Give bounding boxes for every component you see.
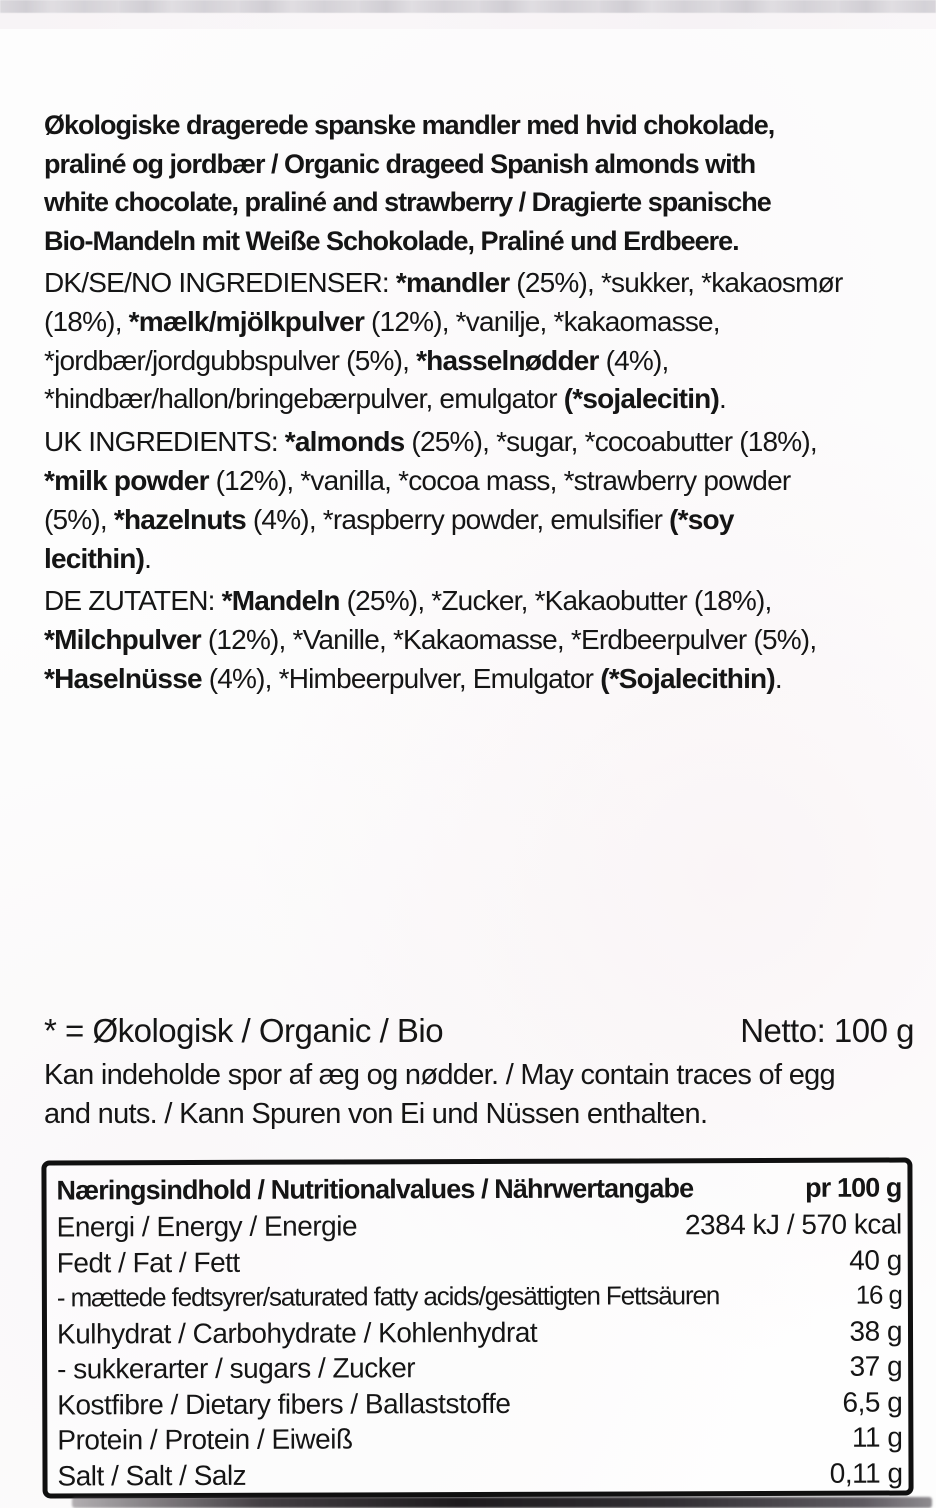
nutrition-row-value: 6,5 g <box>842 1386 903 1418</box>
nutrition-row-label: - sukkerarter / sugars / Zucker <box>57 1352 416 1385</box>
nutrition-table-header <box>56 1169 901 1210</box>
allergen-traces-note: Kan indeholde spor af æg og nødder. / May contain traces of egg and nuts. / Kann Spuren von Ei und Nüssen enthalten. <box>44 1059 835 1130</box>
ingredients-dk-se-no: DK/SE/NO INGREDIENSER: *mandler (25%), *sukker, *kakaosmør (18%), *mælk/mjölkpulver (12%), *vanilje, *kakaomasse, *jordbær/jordgubbspulver (5%), *hasselnødder (4%), *hindbær/hallon/bringebærpulver, emulgator (*sojalecitin). <box>44 267 843 415</box>
nutrition-rows <box>57 1207 903 1494</box>
nutrition-row <box>57 1207 902 1245</box>
nutrition-row-label: Salt / Salt / Salz <box>57 1459 247 1491</box>
nutrition-row <box>57 1349 902 1387</box>
net-weight: Netto: 100 g <box>740 1012 914 1049</box>
nutrition-table <box>41 1157 913 1498</box>
nutrition-row-value: 2384 kJ / 570 kcal <box>684 1208 902 1241</box>
nutrition-row-value: 40 g <box>849 1244 902 1276</box>
nutrition-row <box>57 1384 902 1422</box>
nutrition-row-value: 11 g <box>851 1421 903 1453</box>
nutrition-row <box>57 1242 902 1280</box>
nutrition-row <box>57 1278 902 1316</box>
legend-row <box>44 1012 914 1050</box>
organic-asterisk-note: * = Økologisk / Organic / Bio <box>44 1012 444 1049</box>
nutrition-row <box>57 1455 902 1493</box>
nutrition-row-label: Kostfibre / Dietary fibers / Ballaststoffe <box>57 1387 511 1420</box>
nutrition-row-label: Kulhydrat / Carbohydrate / Kohlenhydrat <box>56 1316 538 1349</box>
ingredients-de: DE ZUTATEN: *Mandeln (25%), *Zucker, *Kakaobutter (18%), *Milchpulver (12%), *Vanille, *Kakaomasse, *Erdbeerpulver (5%), *Haselnüsse (4%), *Himbeerpulver, Emulgator (*Sojalecithin). <box>44 585 817 694</box>
nutrition-row-value: 38 g <box>849 1315 903 1347</box>
nutrition-row-label: - mættede fedtsyrer/saturated fatty acids/gesättigten Fettsäuren <box>56 1280 720 1313</box>
label-text-column <box>44 106 906 703</box>
nutrition-row-label: Protein / Protein / Eiweiß <box>57 1423 353 1456</box>
nutrition-row-label: Energi / Energy / Energie <box>56 1210 358 1243</box>
nutrition-row <box>57 1313 902 1351</box>
scan-artifact-top-stripe <box>0 0 936 13</box>
nutrition-row-value: 37 g <box>849 1350 903 1382</box>
nutrition-row-value: 0,11 g <box>829 1457 903 1489</box>
nutrition-row <box>57 1420 902 1458</box>
nutrition-header-label: Næringsindhold / Nutritionalvalues / Nährwertangabe <box>56 1173 694 1206</box>
ingredients-uk: UK INGREDIENTS: *almonds (25%), *sugar, *cocoabutter (18%), *milk powder (12%), *vanilla, *cocoa mass, *strawberry powder (5%), *hazelnuts (4%), *raspberry powder, emulsifier (*soy lecithin). <box>44 426 817 574</box>
nutrition-header-unit: pr 100 g <box>805 1172 902 1203</box>
scan-artifact-bottom-bar <box>72 1497 932 1508</box>
nutrition-row-label: Fedt / Fat / Fett <box>56 1246 240 1278</box>
scan-artifact-top-stripe-faint <box>0 13 936 29</box>
product-title: Økologiske dragerede spanske mandler med hvid chokolade, praliné og jordbær / Organic drageed Spanish almonds with white chocolate, praliné and strawberry / Dragierte spanische Bio-Mandeln mit Weiße Schokolade, Praliné und Erdbeere. <box>44 110 775 256</box>
nutrition-row-value: 16 g <box>855 1279 902 1310</box>
